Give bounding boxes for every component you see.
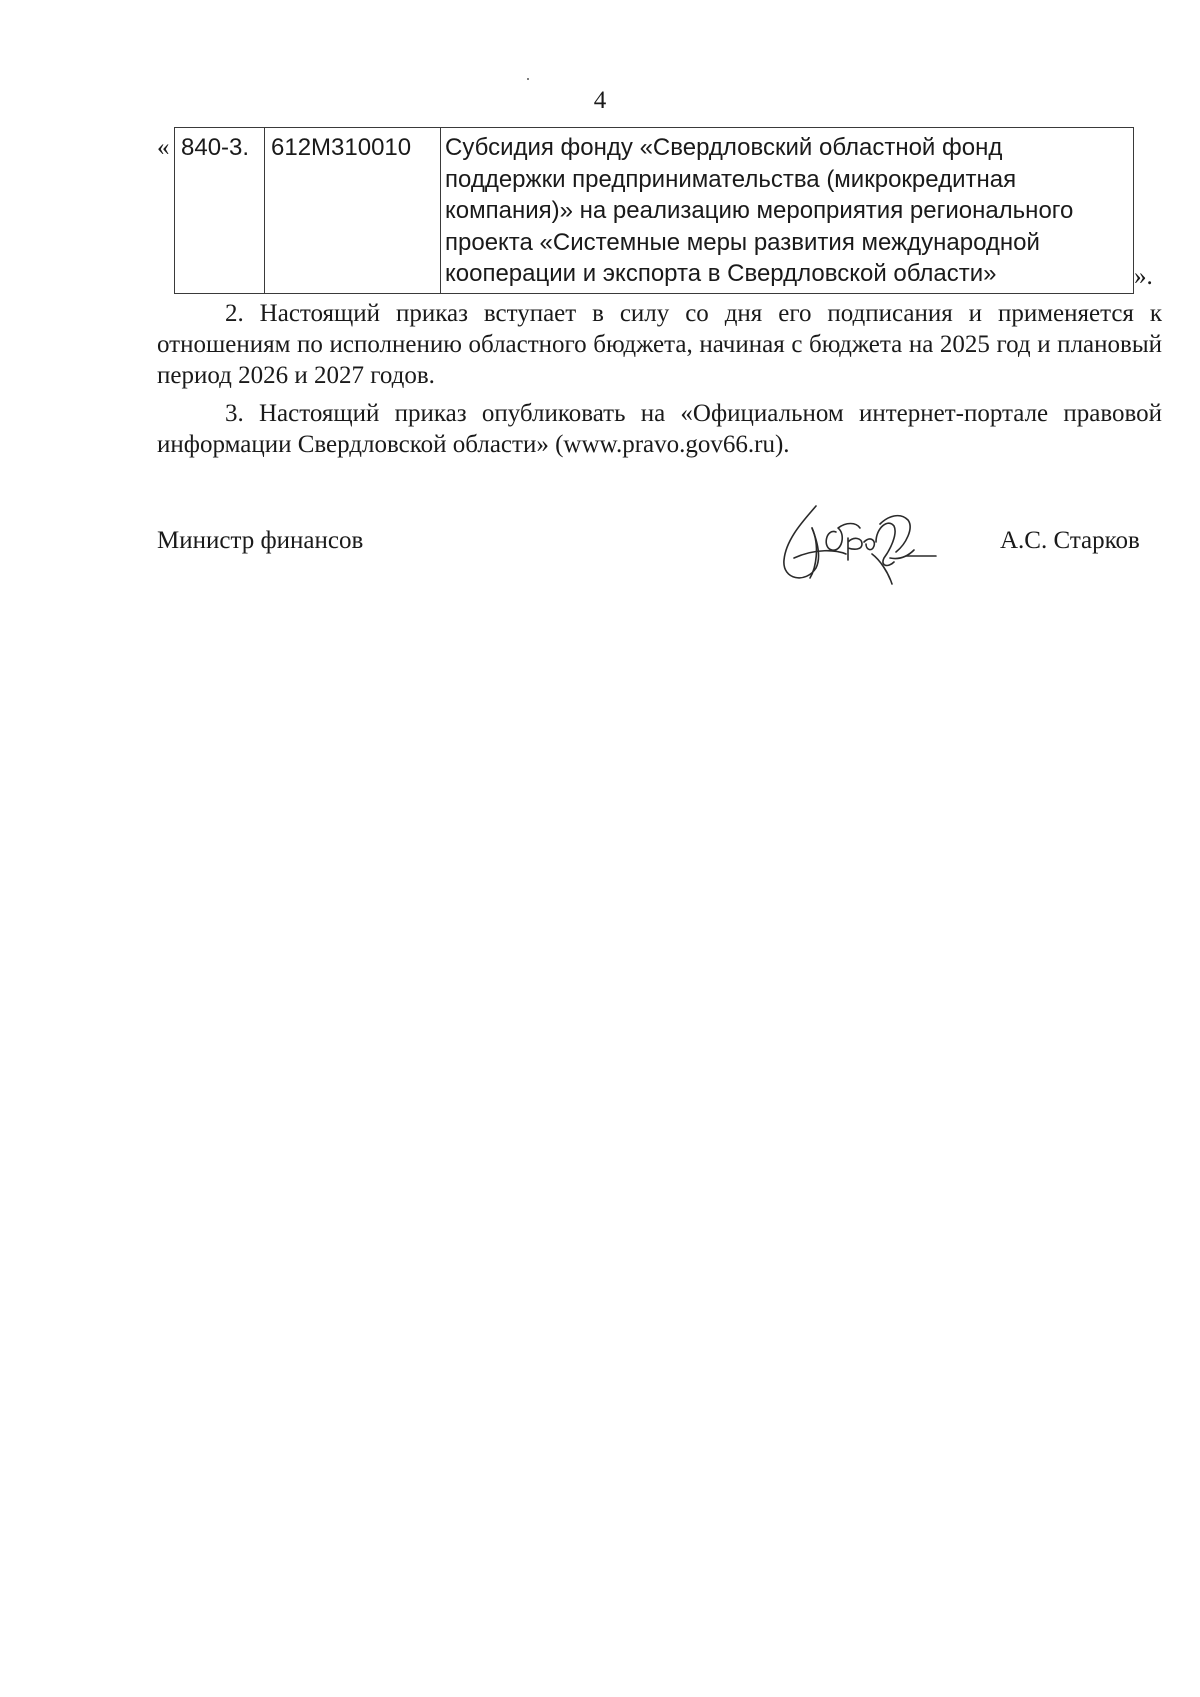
budget-code-table [174,127,1134,294]
budget-code-cell: 612M310010 [265,128,441,294]
table-close-quote: ». [1134,263,1153,290]
signer-title: Министр финансов [157,527,364,554]
paragraph-3 [157,398,1162,460]
handwritten-signature-icon [776,498,966,588]
signer-name: А.С. Старков [1000,527,1140,554]
table-open-quote: « [157,134,170,161]
page-number: 4 [593,87,607,114]
paragraph-2-text: 2. Настоящий приказ вступает в силу со дня его подписания и применяется к отношениям по исполнению областного бюджета, начиная с бюджета на 2025 год и плановый период 2026 и 2027 годов. [157,300,1162,389]
table-row [175,128,1134,294]
scan-speck [527,78,529,80]
paragraph-3-text: 3. Настоящий приказ опубликовать на «Официальном интернет-портале правовой информации Свердловской области» (www.pravo.gov66.ru). [157,400,1162,458]
paragraph-2 [157,298,1162,391]
row-number-cell: 840-3. [175,128,265,294]
code-name-cell: Субсидия фонду «Свердловский областной фонд поддержки предпринимательства (микрокредитная компания)» на реализацию мероприятия регионального проекта «Системные меры развития международной кооперации и экспорта в Свердловской области» [441,128,1134,294]
